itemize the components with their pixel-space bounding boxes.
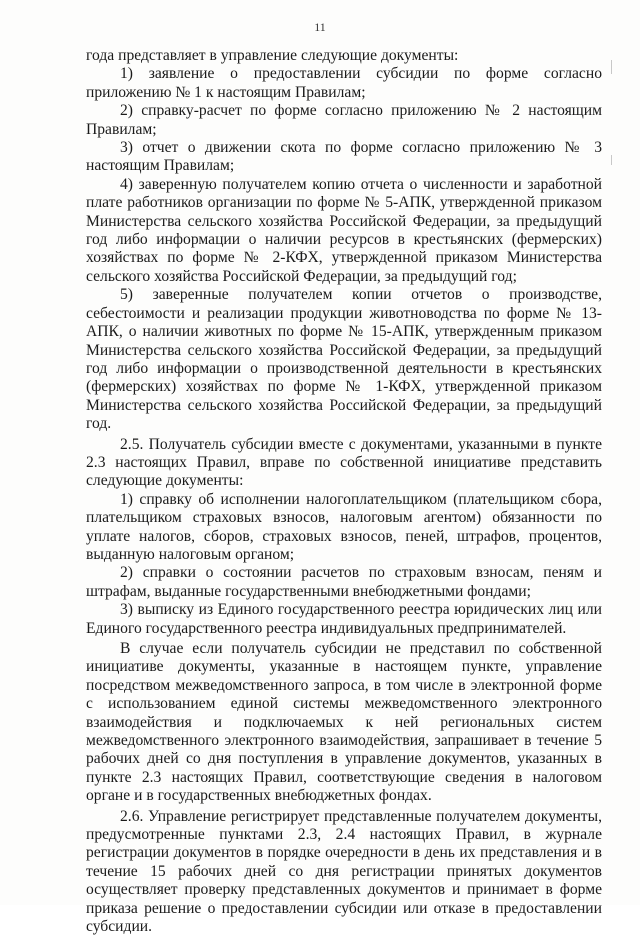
section-2-5: 2.5. Получатель субсидии вместе с документами, указанными в пункте 2.3 настоящих Правил, вправе по собственной инициативе представить следующие документы:	[86, 435, 602, 490]
list-item-production-reports: 5) заверенные получателем копии отчетов о производстве, себестоимости и реализации продукции животноводства по форме № 13-АПК, о наличии животных по форме № 15-АПК, утвержденным приказом Министерства сельского хозяйства Российской Федерации, за предыдущий год либо информации о производственной деятельности в крестьянских (фермерских) хозяйствах по форме № 1-КФХ, утвержденной приказом Министерства сельского хозяйства Российской Федерации, за предыдущий год.	[86, 286, 602, 433]
list-item-staff-report: 4) заверенную получателем копию отчета о численности и заработной плате работников организации по форме № 5-АПК, утвержденной приказом Министерства сельского хозяйства Российской Федерации, за предыдущий год либо информации о наличии ресурсов в крестьянских (фермерских) хозяйствах по форме № 2-КФХ, утвержденной приказом Министерства сельского хозяйства Российской Федерации, за предыдущий год;	[86, 175, 602, 285]
paragraph-interagency-request: В случае если получатель субсидии не представил по собственной инициативе документы, указанные в настоящем пункте, управление посредством межведомственного запроса, в том числе в электронной форме с использованием единой системы межведомственного электронного взаимодействия и подключаемых к ней региональных систем межведомственного электронного взаимодействия, запрашивает в течение 5 рабочих дней со дня поступления в управление документов, указанных в пункте 2.3 настоящих Правил, соответствующие сведения в налоговом органе и в государственных внебюджетных фондах.	[86, 640, 602, 805]
list-item-tax-certificate: 1) справку об исполнении налогоплательщиком (плательщиком сбора, плательщиком страховых взносов, налоговым агентом) обязанности по уплате налогов, сборов, страховых взносов, пеней, штрафов, процентов, выданную налоговым органом;	[86, 490, 602, 563]
scan-edge-mark	[611, 60, 612, 74]
page-number: 11	[314, 20, 326, 34]
list-item-livestock-report: 3) отчет о движении скота по форме согласно приложению № 3 настоящим Правилам;	[86, 139, 602, 175]
paragraph-intro: года представляет в управление следующие документы:	[86, 47, 459, 64]
list-item-insurance-certificate: 2) справки о состоянии расчетов по страховым взносам, пеням и штрафам, выданные государственными внебюджетными фондами;	[86, 564, 602, 600]
list-item-registry-extract: 3) выписку из Единого государственного реестра юридических лиц или Единого государственного реестра индивидуальных предпринимателей.	[86, 601, 602, 637]
document-body	[86, 47, 602, 937]
list-item-application: 1) заявление о предоставлении субсидии по форме согласно приложению № 1 к настоящим Правилам;	[86, 65, 602, 101]
list-item-calculation: 2) справку-расчет по форме согласно приложению № 2 настоящим Правилам;	[86, 102, 602, 138]
section-2-6: 2.6. Управление регистрирует представленные получателем документы, предусмотренные пунктами 2.3, 2.4 настоящих Правил, в журнале регистрации документов в порядке очередности в день их представления и в течение 15 рабочих дней со дня регистрации принятых документов осуществляет проверку представленных документов и принимает в форме приказа решение о предоставлении субсидии или отказе в предоставлении субсидии.	[86, 807, 602, 936]
scan-edge-mark	[611, 155, 612, 165]
